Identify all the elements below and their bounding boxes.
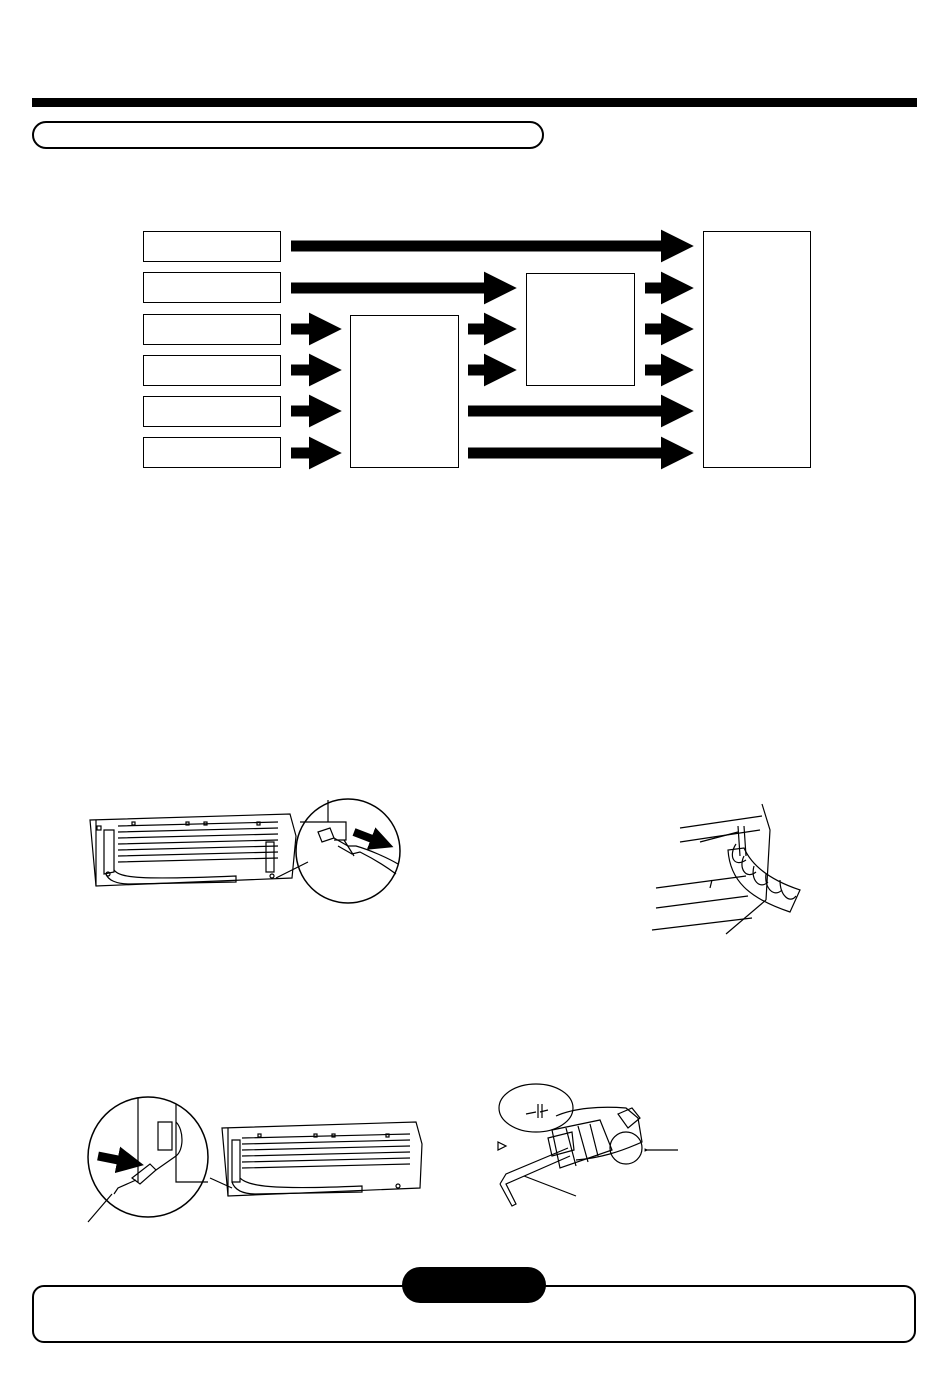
flow-arrows xyxy=(291,246,674,453)
indoor-unit-pipe-disconnect-illustration xyxy=(90,799,400,903)
notice-label-tab xyxy=(402,1267,546,1303)
hex-key-valve-closeup-illustration xyxy=(498,1084,678,1206)
indoor-unit-pipe-connect-illustration xyxy=(88,1097,422,1222)
pipe-tape-wrapping-illustration xyxy=(652,804,800,934)
